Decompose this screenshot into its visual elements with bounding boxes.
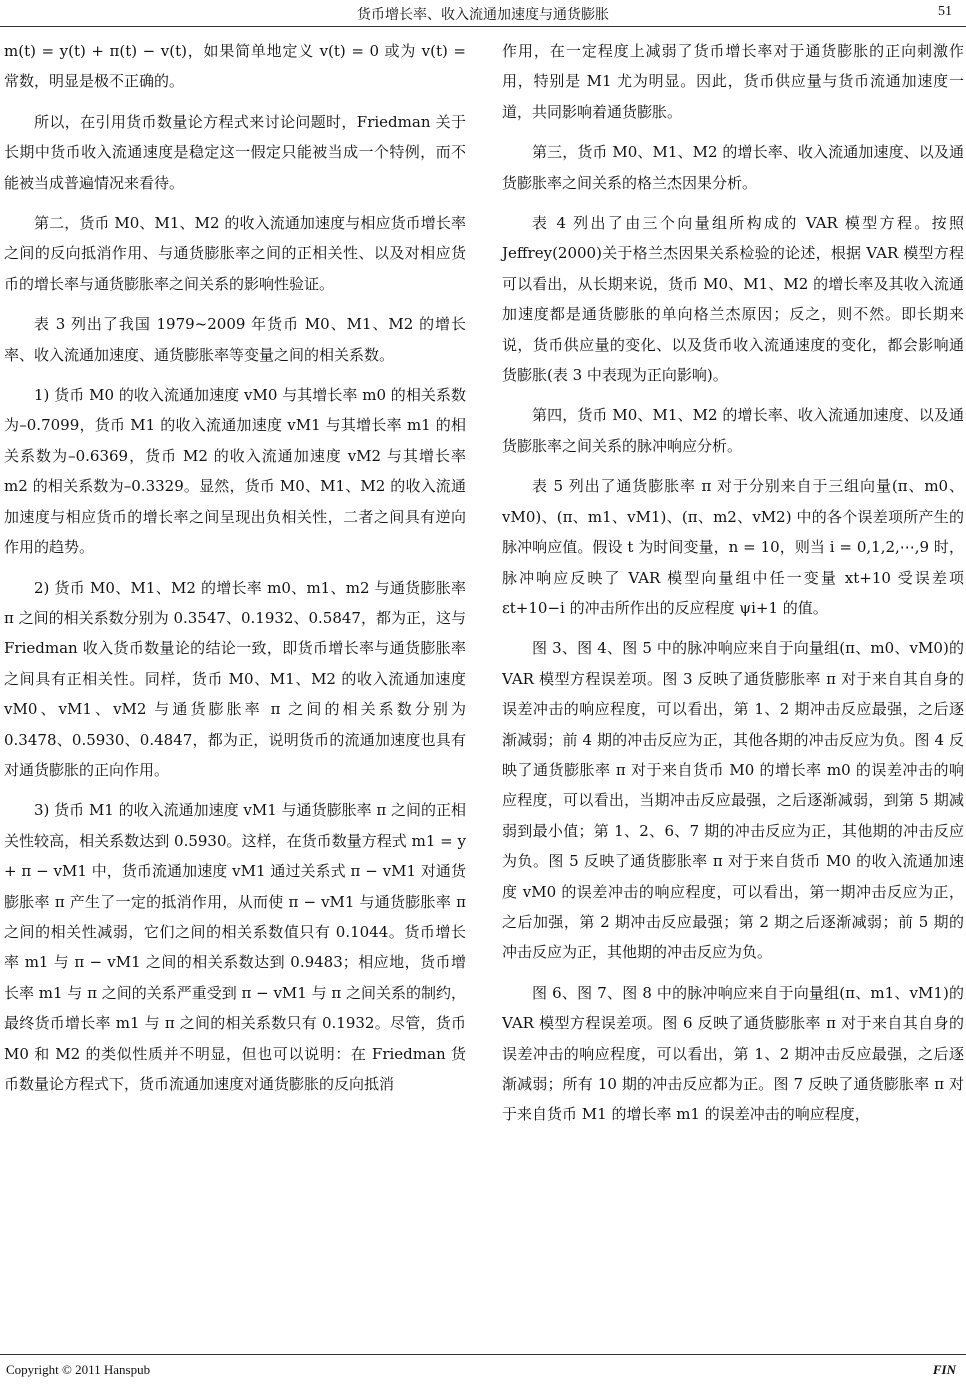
page-number: 51 xyxy=(938,4,952,19)
footer-rule xyxy=(0,1354,966,1355)
page-footer xyxy=(0,1354,966,1386)
header-rule xyxy=(0,26,966,27)
paragraph: 第四，货币 M0、M1、M2 的增长率、收入流通加速度、以及通货膨胀率之间关系的脉冲响应分析。 xyxy=(502,406,964,455)
left-column xyxy=(4,36,466,1109)
paragraph: 2) 货币 M0、M1、M2 的增长率 m0、m1、m2 与通货膨胀率 π 之间的相关系数分别为 0.3547、0.1932、0.5847，都为正，这与 Friedman 收入货币数量论的结论一致，即货币增长率与通货膨胀率之间具有正相关性。同样，货币 M0、M1、M2 的收入流通加速度 vM0、vM1、vM2 与通货膨胀率 π 之间的相关系数分别为 0.3478、0.5930、0.4847，都为正，说明货币的流通加速度也具有对通货膨胀的正向作用。 xyxy=(4,578,466,779)
paragraph: 1) 货币 M0 的收入流通加速度 vM0 与其增长率 m0 的相关系数为–0.7099，货币 M1 的收入流通加速度 vM1 与其增长率 m1 的相关系数为–0.6369，货币 M2 的收入流通加速度 vM2 与其增长率 m2 的相关系数为–0.3329。显然，货币 M0、M1、M2 的收入流通加速度与相应货币的增长率之间呈现出负相关性，二者之间具有逆向作用的趋势。 xyxy=(4,386,466,557)
paragraph: 作用，在一定程度上减弱了货币增长率对于通货膨胀的正向刺激作用，特别是 M1 尤为明显。因此，货币供应量与货币流通加速度一道，共同影响着通货膨胀。 xyxy=(502,42,964,121)
paragraph: 3) 货币 M1 的收入流通加速度 vM1 与通货膨胀率 π 之间的正相关性较高，相关系数达到 0.5930。这样，在货币数量方程式 m1 = y + π − vM1 中，货币流通加速度 vM1 通过关系式 π − vM1 对通货膨胀率 π 产生了一定的抵消作用，从而使 π − vM1 与通货膨胀率 π 之间的相关性减弱，它们之间的相关系数值只有 0.1044。货币增长率 m1 与 π − vM1 之间的相关系数达到 0.9483；相应地，货币增长率 m1 与 π 之间的关系严重受到 π − vM1 与 π 之间关系的制约，最终货币增长率 m1 与 π 之间的相关系数只有 0.1932。尽管，货币 M0 和 M2 的类似性质并不明显，但也可以说明：在 Friedman 货币数量论方程式下，货币流通加速度对通货膨胀的反向抵消 xyxy=(4,801,466,1093)
paragraph: 第二，货币 M0、M1、M2 的收入流通加速度与相应货币增长率之间的反向抵消作用、与通货膨胀率之间的正相关性、以及对相应货币的增长率与通货膨胀率之间关系的影响性验证。 xyxy=(4,214,466,293)
paragraph: 图 6、图 7、图 8 中的脉冲响应来自于向量组(π、m1、vM1)的 VAR 模型方程误差项。图 6 反映了通货膨胀率 π 对于来自其自身的误差冲击的响应程度，可以看出，第 1、2 期冲击反应最强，之后逐渐减弱；所有 10 期的冲击反应都为正。图 7 反映了通货膨胀率 π 对于来自货币 M1 的增长率 m1 的误差冲击的响应程度， xyxy=(502,983,964,1124)
paragraph: 图 3、图 4、图 5 中的脉冲响应来自于向量组(π、m0、vM0)的 VAR 模型方程误差项。图 3 反映了通货膨胀率 π 对于来自其自身的误差冲击的响应程度，可以看出，第 1、2 期冲击反应最强，之后逐渐减弱；前 4 期的冲击反应为正，其他各期的冲击反应为负。图 4 反映了通货膨胀率 π 对于来自货币 M0 的增长率 m0 的误差冲击的响应程度，可以看出，当期冲击反应最强，之后逐渐减弱，到第 5 期减弱到最小值；第 1、2、6、7 期的冲击反应为正，其他期的冲击反应为负。图 5 反映了通货膨胀率 π 对于来自货币 M0 的收入流通加速度 vM0 的误差冲击的响应程度，可以看出，第一期冲击反应为正，之后加强，第 2 期冲击反应最强；第 2 期之后逐渐减弱；前 5 期的冲击反应为正，其他期的冲击反应为负。 xyxy=(502,639,964,962)
paragraph: m(t) = y(t) + π(t) − v(t)，如果简单地定义 v(t) = 0 或为 v(t) = 常数，明显是极不正确的。 xyxy=(4,42,466,91)
paragraph: 所以，在引用货币数量论方程式来讨论问题时，Friedman 关于长期中货币收入流通速度是稳定这一假定只能被当成一个特例，而不能被当成普遍情况来看待。 xyxy=(4,112,466,192)
paragraph: 第三，货币 M0、M1、M2 的增长率、收入流通加速度、以及通货膨胀率之间关系的格兰杰因果分析。 xyxy=(502,143,964,192)
copyright-notice: Copyright © 2011 Hanspub xyxy=(6,1362,151,1377)
running-title: 货币增长率、收入流通加速度与通货膨胀 xyxy=(357,7,609,23)
paragraph: 表 4 列出了由三个向量组所构成的 VAR 模型方程。按照 Jeffrey(2000)关于格兰杰因果关系检验的论述，根据 VAR 模型方程可以看出，从长期来说，货币 M0、M1、M2 的增长率及其收入流通加速度都是通货膨胀的单向格兰杰原因；反之，则不然。即长期来说，货币供应量的变化、以及货币收入流通速度的变化，都会影响通货膨胀(表 3 中表现为正向影响)。 xyxy=(502,214,964,385)
journal-abbreviation: FIN xyxy=(932,1362,956,1377)
paragraph: 表 3 列出了我国 1979~2009 年货币 M0、M1、M2 的增长率、收入流通加速度、通货膨胀率等变量之间的相关系数。 xyxy=(4,315,466,364)
page-header xyxy=(0,0,966,30)
right-column xyxy=(502,36,964,1140)
paragraph: 表 5 列出了通货膨胀率 π 对于分别来自于三组向量(π、m0、vM0)、(π、m1、vM1)、(π、m2、vM2) 中的各个误差项所产生的脉冲响应值。假设 t 为时间变量，n = 10，则当 i = 0,1,2,⋯,9 时，脉冲响应反映了 VAR 模型向量组中任一变量 xt+10 受误差项 εt+10−i 的冲击所作出的反应程度 ψi+1 的值。 xyxy=(502,477,964,617)
